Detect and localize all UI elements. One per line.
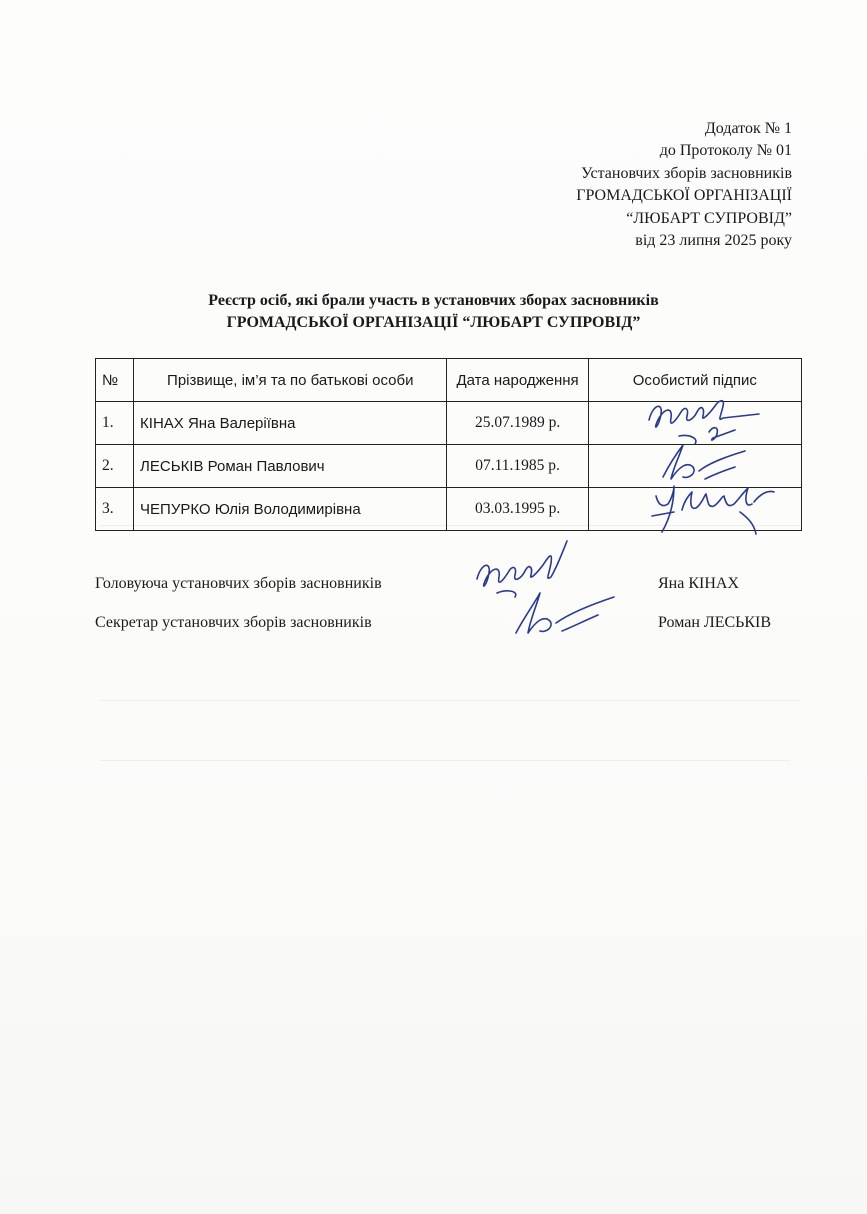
secretary-name: Роман ЛЕСЬКІВ — [658, 614, 772, 631]
header-full-name: Прізвище, ім’я та по батькові особи — [134, 359, 447, 402]
document-title — [0, 290, 867, 334]
table-row — [96, 488, 802, 531]
participants-table — [95, 358, 802, 531]
secretary-signature-row — [95, 614, 785, 636]
row-birth-date: 07.11.1985 р. — [447, 445, 588, 488]
row-full-name: ЛЕСЬКІВ Роман Павлович — [134, 445, 447, 488]
row-birth-date: 03.03.1995 р. — [447, 488, 588, 531]
appendix-line-5: “ЛЮБАРТ СУПРОВІД” — [626, 209, 792, 227]
row-number: 3. — [96, 488, 134, 531]
appendix-line-6: від 23 липня 2025 року — [635, 232, 792, 250]
row-number: 2. — [96, 445, 134, 488]
header-signature: Особистий підпис — [588, 359, 801, 402]
row-signature-cell — [588, 488, 801, 531]
appendix-line-4: ГРОМАДСЬКОЇ ОРГАНІЗАЦІЇ — [576, 187, 792, 205]
signature-block — [95, 575, 785, 645]
title-line-2: ГРОМАДСЬКОЇ ОРГАНІЗАЦІЇ “ЛЮБАРТ СУПРОВІД” — [226, 314, 641, 331]
header-number: № — [96, 359, 134, 402]
header-birth-date: Дата народження — [447, 359, 588, 402]
row-birth-date: 25.07.1989 р. — [447, 402, 588, 445]
chair-name: Яна КІНАХ — [658, 575, 739, 592]
row-full-name: КІНАХ Яна Валеріївна — [134, 402, 447, 445]
secretary-handwritten-signature — [510, 587, 620, 637]
secretary-role: Секретар установчих зборів засновників — [95, 614, 372, 631]
row-full-name: ЧЕПУРКО Юлія Володимирівна — [134, 488, 447, 531]
appendix-line-2: до Протоколу № 01 — [659, 142, 792, 160]
appendix-line-1: Додаток № 1 — [704, 120, 792, 137]
handwritten-signature-3 — [644, 474, 794, 536]
chair-role: Головуюча установчих зборів засновників — [95, 575, 382, 592]
bleed-through-line — [100, 760, 790, 761]
row-number: 1. — [96, 402, 134, 445]
chair-signature-row — [95, 575, 785, 597]
bleed-through-line — [100, 700, 800, 701]
appendix-header — [576, 118, 792, 252]
title-line-1: Реєстр осіб, які брали участь в установчих зборах засновників — [208, 292, 659, 309]
appendix-line-3: Установчих зборів засновників — [581, 164, 792, 182]
